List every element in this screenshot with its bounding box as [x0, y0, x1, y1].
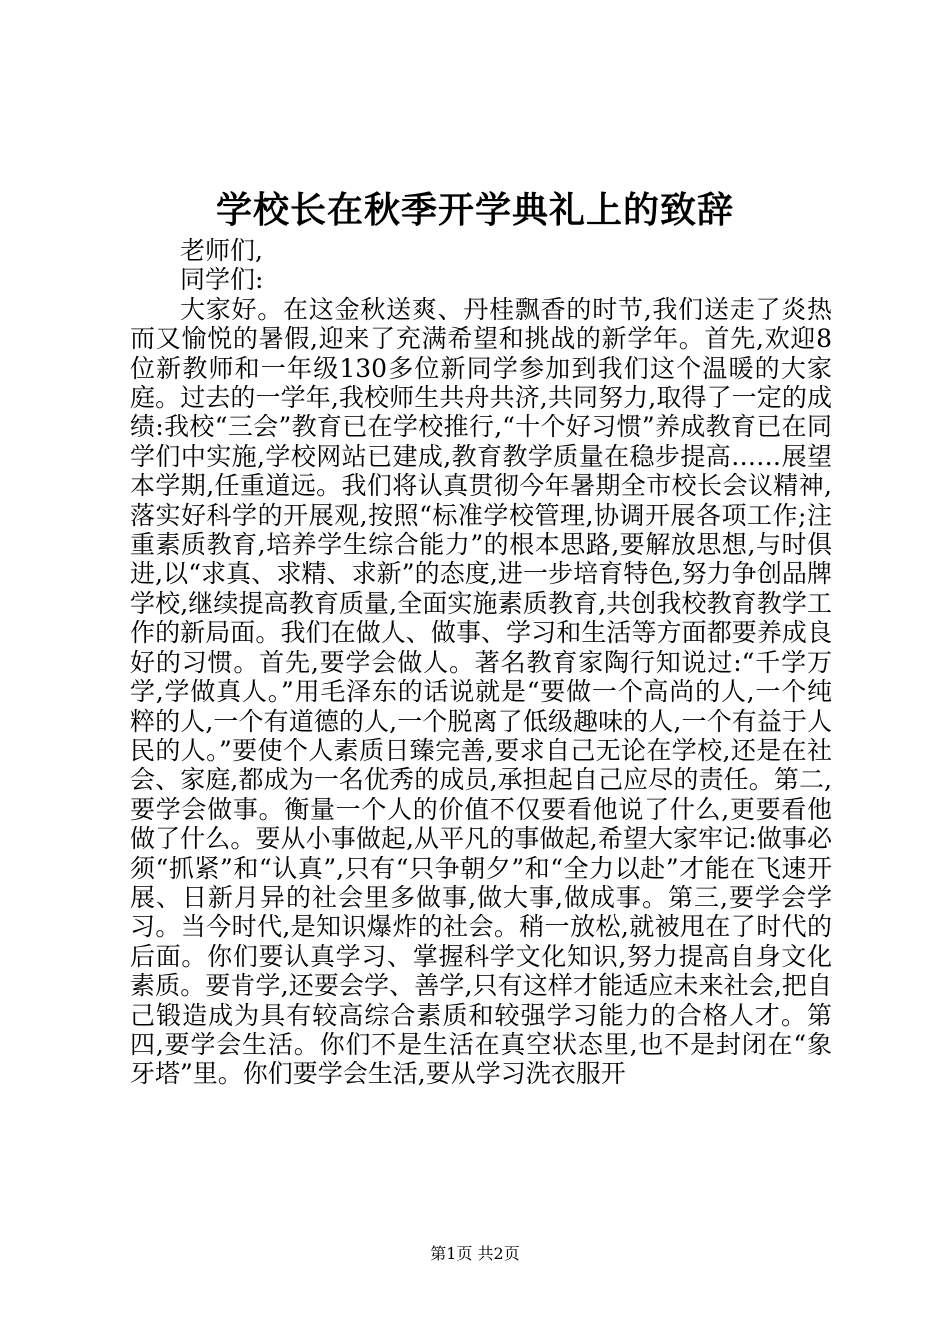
- salutation-teachers: 老师们,: [180, 236, 263, 265]
- page-number-footer: 第1页 共2页: [430, 1244, 520, 1263]
- page-title: 学校长在秋季开学典礼上的致辞: [215, 189, 734, 231]
- body-paragraph: 大家好。在这金秋送爽、丹桂飘香的时节,我们送走了炎热而又愉悦的暑假,迎来了充满希望和挑战的新学年。首先,欢迎8位新教师和一年级130多位新同学参加到我们这个温暖的大家庭。过去的一学年,我校师生共舟共济,共同努力,取得了一定的成绩:我校“三会”教育已在学校推行,“十个好习惯”养成教育已在同学们中实施,学校网站已建成,教育教学质量在稳步提高……展望本学期,任重道远。我们将认真贯彻今年暑期全市校长会议精神,落实好科学的开展观,按照“标准学校管理,协调开展各项工作;注重素质教育,培养学生综合能力”的根本思路,要解放思想,与时俱进,以“求真、求精、求新”的态度,进一步培育特色,努力争创品牌学校,继续提高教育质量,全面实施素质教育,共创我校教育教学工作的新局面。我们在做人、做事、学习和生活等方面都要养成良好的习惯。首先,要学会做人。著名教育家陶行知说过:“千学万学,学做真人。”用毛泽东的话说就是“要做一个高尚的人,一个纯粹的人,一个有道德的人,一个脱离了低级趣味的人,一个有益于人民的人。”要使个人素质日臻完善,要求自己无论在学校,还是在社会、家庭,都成为一名优秀的成员,承担起自己应尽的责任。第二,要学会做事。衡量一个人的价值不仅要看他说了什么,更要看他做了什么。要从小事做起,从平凡的事做起,希望大家牢记:做事必须“抓紧”和“认真”,只有“只争朝夕”和“全力以赴”才能在飞速开展、日新月异的社会里多做事,做大事,做成事。第三,要学会学习。当今时代,是知识爆炸的社会。稍一放松,就被甩在了时代的后面。你们要认真学习、掌握科学文化知识,努力提高自身文化素质。要肯学,还要会学、善学,只有这样才能适应未来社会,把自己锻造成为具有较高综合素质和较强学习能力的合格人才。第四,要学会生活。你们不是生活在真空状态里,也不是封闭在“象牙塔”里。你们要学会生活,要从学习洗衣服开: [130, 294, 832, 1089]
- salutation-students: 同学们:: [180, 265, 264, 295]
- document-body: [130, 236, 832, 1089]
